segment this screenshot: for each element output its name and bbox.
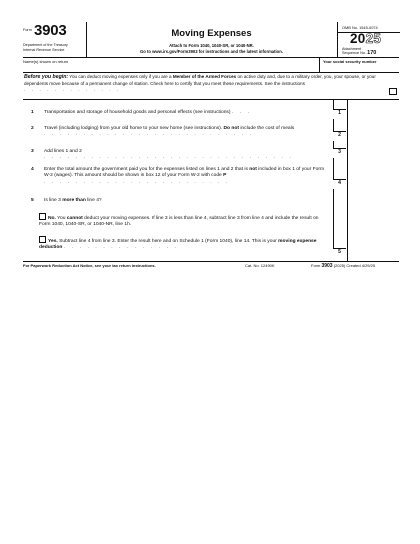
form-lines [23,100,399,262]
line-text [44,110,330,116]
line-text [44,149,330,162]
line-3-text: Add lines 1 and 2 [44,149,82,154]
no-label: No. [48,216,56,221]
sequence-label: Sequence No. [342,51,367,56]
line-text [44,167,330,186]
attachment-sequence [342,47,376,56]
byb-text-a: You can deduct moving expenses only if you are a [68,74,173,79]
leader-dots: . . . . . . . . . . . . . . . . . . . . . . . . . . . [44,132,254,138]
line-number: 4 [31,167,34,172]
sequence-number: 170 [367,50,377,57]
line-text [44,126,330,139]
form-id-block [23,22,87,57]
attach-line: Attach to Form 1040, 1040-SR, or 1040-NR. [169,43,254,48]
line-3-box: 3 [333,148,346,158]
line-number: 1 [31,110,34,115]
line-5-no [39,213,329,229]
line-5-text-a: Is line 3 [44,198,63,203]
before-you-begin [23,73,399,100]
certify-checkbox[interactable] [389,88,397,95]
no-bold: cannot [66,216,83,221]
line-number: 5 [31,198,34,203]
form-footer [23,262,399,272]
attachment-label: Attachment [342,47,362,51]
year-block [337,22,400,57]
leader-dots: . . . . . . . . . . . . . . . [63,245,179,251]
no-checkbox[interactable] [39,213,46,220]
no-text-a: You [55,216,67,221]
yes-checkbox[interactable] [39,236,46,243]
yes-bold: moving expense deduction [39,239,317,251]
line-5-bold: more than [62,198,86,203]
line-4-code: P [223,173,227,179]
form-header [23,22,399,58]
yes-text-a: Subtract line 4 from line 3. Enter the result here and on Schedule 1 (Form 1040), line 14. This is your [57,239,279,244]
line-5-text-b: line 4? [85,198,102,203]
tax-year-prefix: 20 [350,31,366,46]
line-number: 3 [31,149,34,154]
byb-bold: Member of the Armed Forces [172,74,237,79]
tax-year [350,31,381,46]
line-4-bold: not [249,167,257,172]
form-instructions [86,43,337,55]
goto-line: Go to www.irs.gov/Form3903 for instructions and the latest information. [140,49,283,55]
paperwork-notice: For Paperwork Reduction Act Notice, see your tax return instructions. [23,263,156,268]
agency-block [23,43,85,52]
leader-dots: . . . . . . . . . . . . . . . . . . . . . . . . . . . . . . . . [44,155,294,161]
line-number: 2 [31,126,34,131]
line-text [44,198,330,204]
line-5-yes [39,236,329,252]
name-field[interactable]: Name(s) shown on return [23,59,69,64]
line-2-bold: Do not [223,126,239,131]
form-word: Form [23,28,32,32]
leader-dots: . . . . . . . . . . . . . . . . . . . . . . . . [44,179,231,185]
form-title: Moving Expenses [171,28,252,39]
line-4-text-a: Enter the total amount the government paid you for the expenses listed on lines 1 and 2 that is [44,167,250,172]
catalog-number: Cat. No. 12490K [245,263,275,268]
department: Department of the Treasury [23,43,68,47]
leader-dots: . . . . . . . . . . . . . [24,86,121,92]
form-revision [311,263,375,269]
footer-form-number: 3903 [321,263,333,269]
tax-year-suffix: 25 [365,31,382,46]
form-3903 [23,22,399,272]
byb-text-b: on active duty and, due to a military order, you, your spouse, or your dependents move because of a permanent change of station. Check here to certify that you meet these requirements. See the instructions [24,74,376,86]
line-2-text-a: Travel (including lodging) from your old home to your new home (see instructions). [44,126,224,131]
line-2-text-b: include the cost of meals [238,126,295,131]
irs-name: Internal Revenue Service [23,47,65,52]
ssn-field[interactable]: Your social security number [319,58,400,73]
line-2-box: 2 [333,131,346,141]
line-5-box: 5 [333,248,346,261]
line-4-box: 4 [333,179,346,189]
title-block [86,22,337,57]
name-row [23,58,399,73]
form-number: 3903 [34,22,67,39]
yes-label: Yes. [48,239,58,244]
leader-dots: . . . [231,110,252,115]
no-text-b: deduct your moving expenses. If line 3 is less than line 4, subtract line 3 from line 4 and include the result on Form 1040, 1040-SR, or 1040-NR, line 1h. [39,216,319,228]
omb-number: OMB No. 1545-0074 [338,22,400,33]
before-you-begin-text [24,74,390,93]
footer-revision: (2025) Created 4/29/25 [333,263,376,268]
line-1-text: Transportation and storage of household goods and personal effects (see instructions) [44,110,231,115]
before-you-begin-lead: Before you begin: [24,74,69,80]
line-1-box: 1 [333,109,346,119]
footer-form-word: Form [311,263,321,268]
line-4-text-b: included in box 1 of your Form W-2 (wages). This amount should be shown in box 12 of your Form W-2 with code [44,167,325,179]
